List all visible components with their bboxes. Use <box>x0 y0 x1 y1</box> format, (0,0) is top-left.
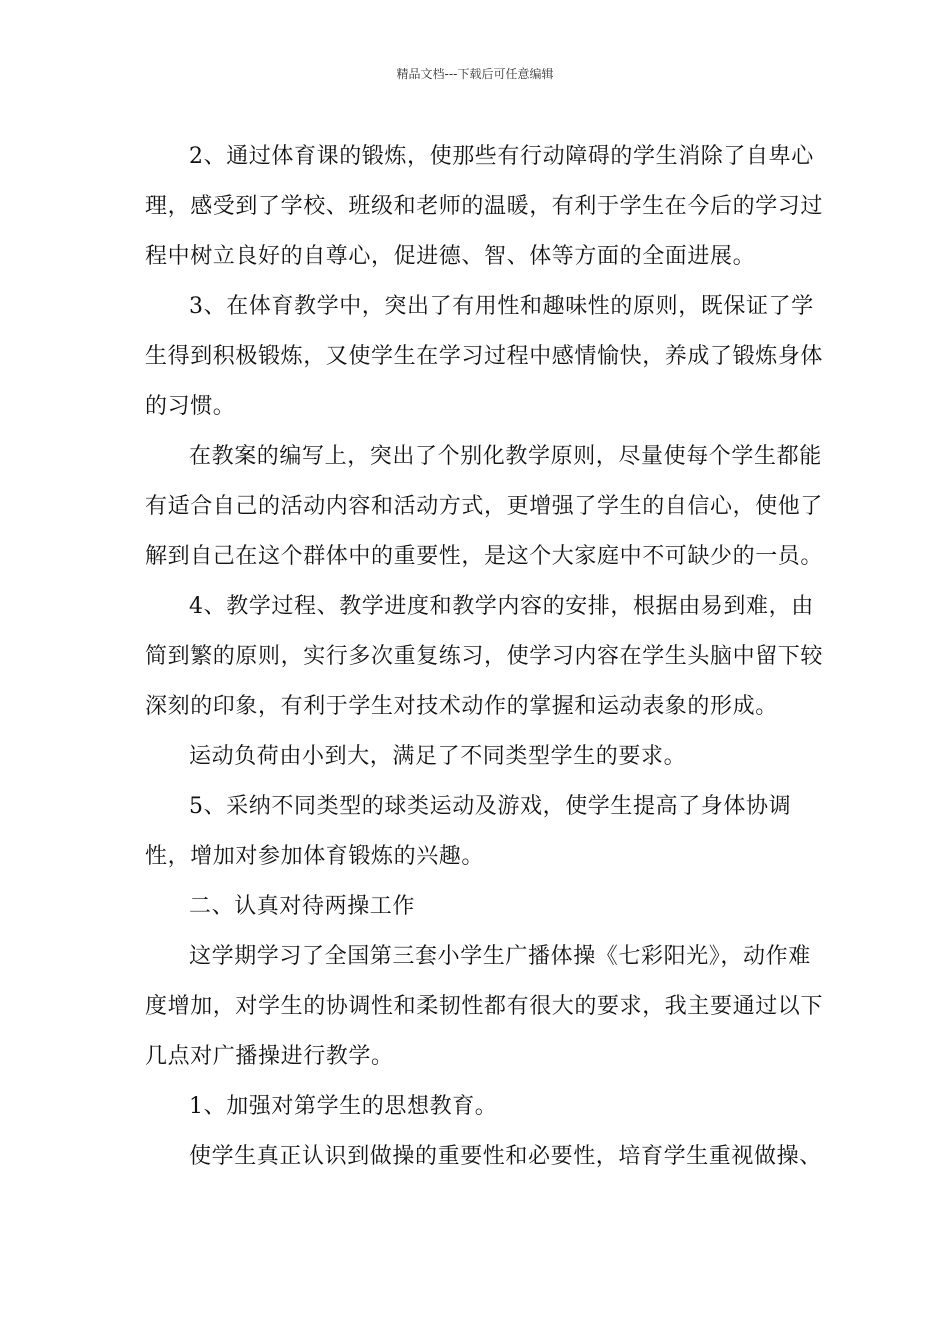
document-body <box>145 132 825 1182</box>
paragraph-item-5: 5、采纳不同类型的球类运动及游戏，使学生提高了身体协调性，增加对参加体育锻炼的兴趣。 <box>145 794 792 869</box>
section-heading-two: 二、认真对待两操工作 <box>189 894 416 919</box>
paragraph-item-2: 2、通过体育课的锻炼，使那些有行动障碍的学生消除了自卑心理，感受到了学校、班级和老师的温暖，有利于学生在今后的学习过程中树立良好的自尊心，促进德、智、体等方面的全面进展。 <box>145 144 824 269</box>
paragraph-subitem-1: 1、加强对第学生的思想教育。 <box>189 1094 498 1119</box>
paragraph-item-4: 4、教学过程、教学进度和教学内容的安排，根据由易到难，由简到繁的原则，实行多次重复练习，使学习内容在学生头脑中留下较深刻的印象，有利于学生对技术动作的掌握和运动表象的形成。 <box>145 594 824 719</box>
paragraph-importance: 使学生真正认识到做操的重要性和必要性，培育学生重视做操、 <box>189 1144 822 1169</box>
paragraph-exercise-load: 运动负荷由小到大，满足了不同类型学生的要求。 <box>189 744 687 769</box>
paragraph-item-3: 3、在体育教学中，突出了有用性和趣味性的原则，既保证了学生得到积极锻炼，又使学生在学习过程中感情愉快，养成了锻炼身体的习惯。 <box>145 294 824 419</box>
page-header: 精品文档---下载后可任意编辑 <box>396 67 554 81</box>
paragraph-lesson-plan: 在教案的编写上，突出了个别化教学原则，尽量使每个学生都能有适合自己的活动内容和活动方式，更增强了学生的自信心，使他了解到自己在这个群体中的重要性，是这个大家庭中不可缺少的一员。 <box>145 444 824 569</box>
paragraph-broadcast-exercise: 这学期学习了全国第三套小学生广播体操《七彩阳光》，动作难度增加，对学生的协调性和柔韧性都有很大的要求，我主要通过以下几点对广播操进行教学。 <box>145 944 824 1069</box>
